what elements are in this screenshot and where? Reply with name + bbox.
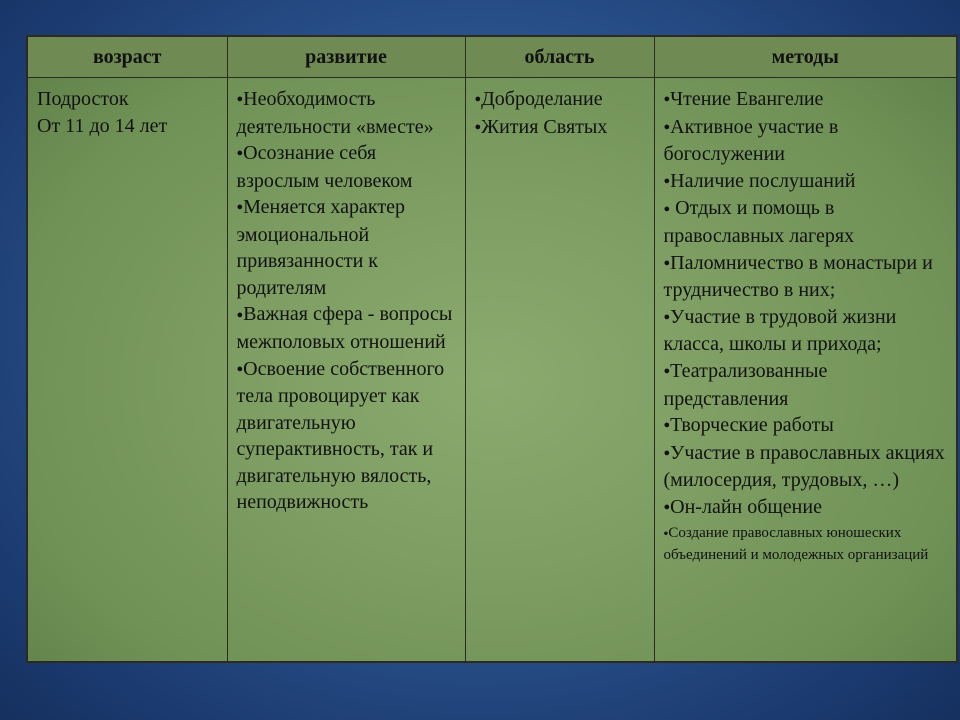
bullet-icon: ● — [663, 446, 671, 459]
header-age: возраст — [27, 36, 227, 78]
list-item: ●Паломничество в монастыри и трудничество в них; — [663, 251, 933, 302]
bullet-icon: ● — [474, 120, 482, 133]
list-item: ●Участие в православных акциях (милосердия, трудовых, …) — [663, 441, 945, 492]
header-development: развитие — [227, 36, 465, 78]
list-item: ●Наличие послушаний — [663, 169, 856, 192]
list-item: ●Участие в трудовой жизни класса, школы и прихода; — [663, 305, 897, 356]
bullet-icon: ● — [236, 93, 244, 106]
bullet-icon: ● — [663, 202, 671, 215]
header-area: область — [465, 36, 654, 78]
development-cell — [227, 78, 465, 663]
list-item: ●Осознание себя взрослым человеком — [236, 142, 413, 192]
bullet-icon: ● — [663, 528, 669, 538]
age-group: Подросток — [37, 88, 129, 110]
age-methods-table — [26, 35, 958, 663]
list-item: ●Он-лайн общение — [663, 495, 822, 518]
bullet-icon: ● — [663, 93, 671, 106]
bullet-icon: ● — [663, 256, 671, 269]
list-item: ●Чтение Евангелие — [663, 88, 824, 110]
list-item-small: ●Создание православных юношеских объединений и молодежных организаций — [663, 524, 929, 564]
list-item: ●Необходимость деятельности «вместе» — [236, 88, 434, 138]
area-cell — [465, 78, 654, 663]
bullet-icon: ● — [663, 501, 671, 514]
header-row — [27, 36, 957, 78]
list-item: ●Театрализованные представления — [663, 359, 828, 410]
bullet-icon: ● — [474, 93, 482, 106]
table-row — [27, 78, 957, 663]
list-item: ●Важная сфера - вопросы межполовых отношений — [236, 303, 453, 354]
methods-cell — [654, 78, 957, 663]
bullet-icon: ● — [663, 310, 671, 323]
list-item: ●Активное участие в богослужении — [663, 115, 839, 166]
age-range: От 11 до 14 лет — [37, 114, 168, 137]
bullet-icon: ● — [663, 419, 671, 432]
bullet-icon: ● — [663, 120, 671, 133]
list-item: ●Меняется характер эмоциональной привязанности к родителям — [236, 196, 405, 299]
list-item: ●Освоение собственного тела провоцирует как двигательную суперактивность, так и двигательную вялость, неподвижность — [236, 357, 445, 514]
header-methods: методы — [654, 36, 957, 78]
list-item: ●Творческие работы — [663, 414, 834, 437]
bullet-icon: ● — [236, 308, 244, 321]
list-item: ●Добpоделание — [474, 88, 603, 110]
bullet-icon: ● — [236, 201, 244, 214]
age-cell — [27, 78, 227, 663]
list-item: ●Жития Святых — [474, 115, 608, 138]
bullet-icon: ● — [663, 365, 671, 378]
bullet-icon: ● — [236, 147, 244, 160]
bullet-icon: ● — [663, 174, 671, 187]
list-item: ● Отдых и помощь в православных лагерях — [663, 197, 855, 248]
bullet-icon: ● — [236, 362, 244, 375]
